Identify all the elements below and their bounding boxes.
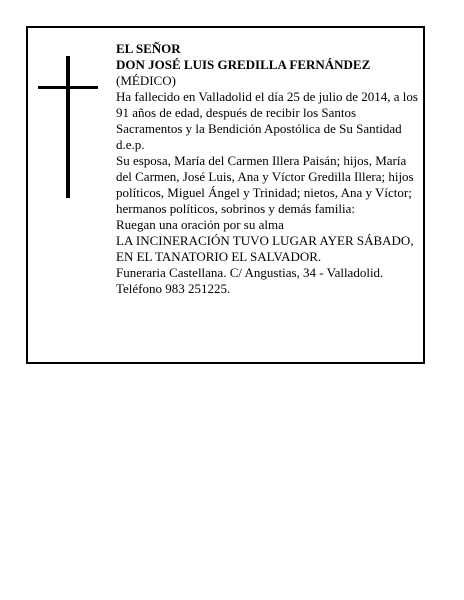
notice-title: EL SEÑOR: [116, 41, 181, 56]
rip-text: d.e.p.: [116, 137, 145, 152]
phone-number: Teléfono 983 251225.: [116, 281, 231, 296]
cremation-notice: LA INCINERACIÓN TUVO LUGAR AYER SÁBADO, EN EL TANATORIO EL SALVADOR.: [116, 233, 414, 264]
family-list: Su esposa, María del Carmen Illera Paisán; hijos, María del Carmen, José Luis, Ana y Víctor Gredilla Illera; hijos políticos, Miguel Ángel y Trinidad; nietos, Ana y Víctor; hermanos políticos, sobrinos y demás familia:: [116, 153, 414, 216]
death-announcement: Ha fallecido en Valladolid el día 25 de julio de 2014, a los 91 años de edad, después de recibir los Santos Sacramentos y la Bendición Apostólica de Su Santidad: [116, 89, 418, 136]
notice-text: [116, 41, 422, 297]
funeral-home: Funeraria Castellana. C/ Angustias, 34 - Valladolid.: [116, 265, 384, 280]
obituary-notice: [26, 26, 425, 364]
cross-horizontal-bar: [38, 86, 98, 89]
deceased-name: DON JOSÉ LUIS GREDILLA FERNÁNDEZ: [116, 57, 371, 72]
cross-vertical-bar: [66, 56, 70, 198]
prayer-request: Ruegan una oración por su alma: [116, 217, 284, 232]
cross-icon: [38, 56, 98, 198]
deceased-profession: (MÉDICO): [116, 73, 176, 88]
